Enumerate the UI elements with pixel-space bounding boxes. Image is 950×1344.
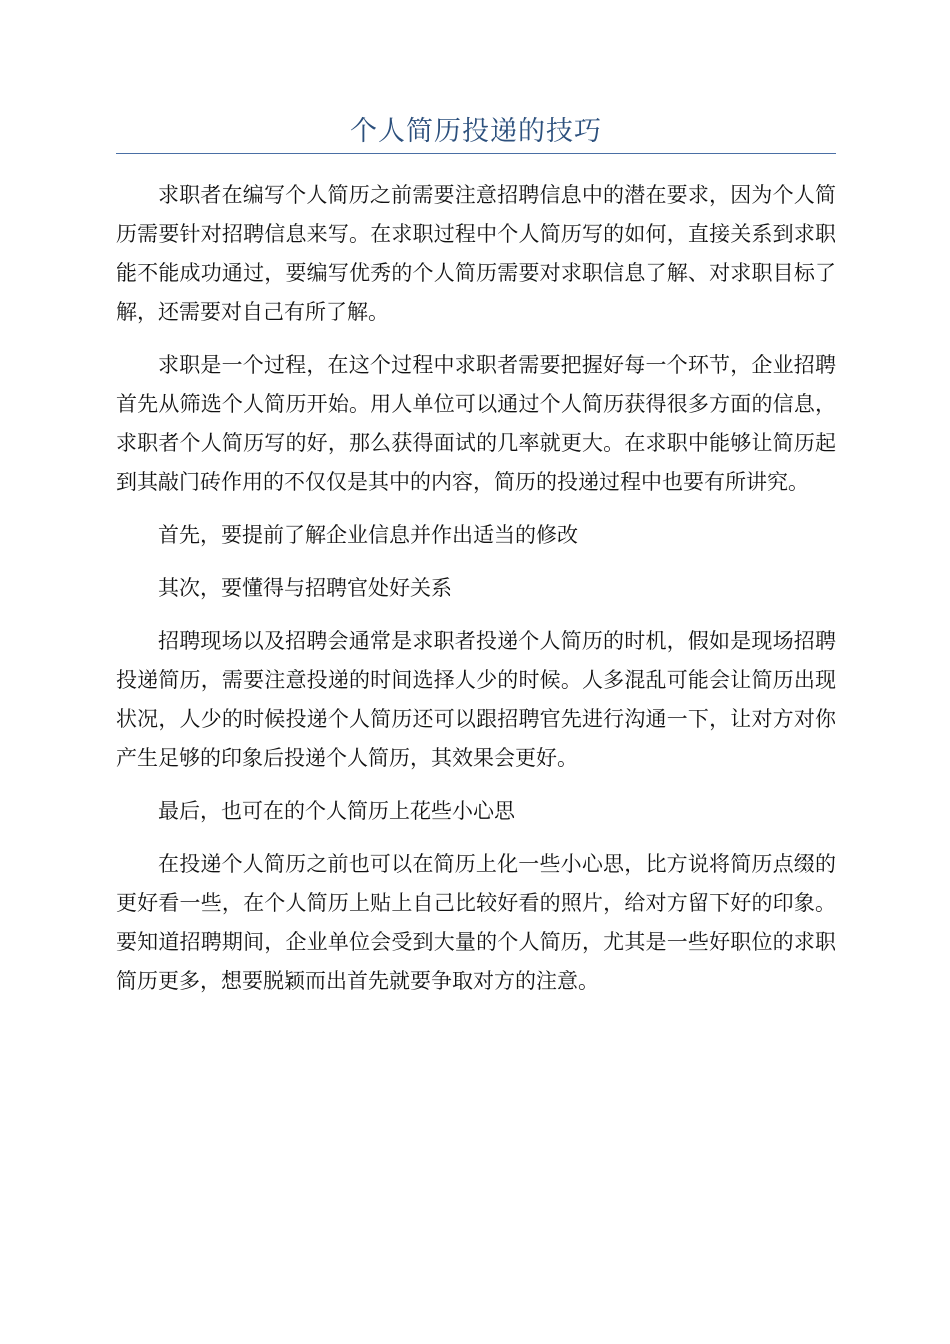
paragraph-4: 其次，要懂得与招聘官处好关系 bbox=[158, 576, 452, 600]
paragraph-3: 首先，要提前了解企业信息并作出适当的修改 bbox=[158, 523, 578, 547]
paragraph-2: 求职是一个过程，在这个过程中求职者需要把握好每一个环节，企业招聘首先从筛选个人简历开始。用人单位可以通过个人简历获得很多方面的信息，求职者个人简历写的好，那么获得面试的几率就更大。在求职中能够让简历起到其敲门砖作用的不仅仅是其中的内容，简历的投递过程中也要有所讲究。 bbox=[116, 353, 836, 494]
paragraph-6: 最后，也可在的个人简历上花些小心思 bbox=[158, 799, 515, 823]
document-title: 个人简历投递的技巧 bbox=[350, 116, 602, 147]
paragraph-5: 招聘现场以及招聘会通常是求职者投递个人简历的时机，假如是现场招聘投递简历，需要注意投递的时间选择人少的时候。人多混乱可能会让简历出现状况，人少的时候投递个人简历还可以跟招聘官先进行沟通一下，让对方对你产生足够的印象后投递个人简历，其效果会更好。 bbox=[116, 629, 836, 770]
document-body bbox=[116, 176, 836, 1015]
paragraph-7: 在投递个人简历之前也可以在简历上化一些小心思，比方说将简历点缀的更好看一些，在个人简历上贴上自己比较好看的照片，给对方留下好的印象。要知道招聘期间，企业单位会受到大量的个人简历，尤其是一些好职位的求职简历更多，想要脱颖而出首先就要争取对方的注意。 bbox=[116, 852, 836, 993]
paragraph-1: 求职者在编写个人简历之前需要注意招聘信息中的潜在要求，因为个人简历需要针对招聘信息来写。在求职过程中个人简历写的如何，直接关系到求职能不能成功通过，要编写优秀的个人简历需要对求职信息了解、对求职目标了解，还需要对自己有所了解。 bbox=[116, 183, 836, 324]
title-underline bbox=[116, 153, 836, 154]
